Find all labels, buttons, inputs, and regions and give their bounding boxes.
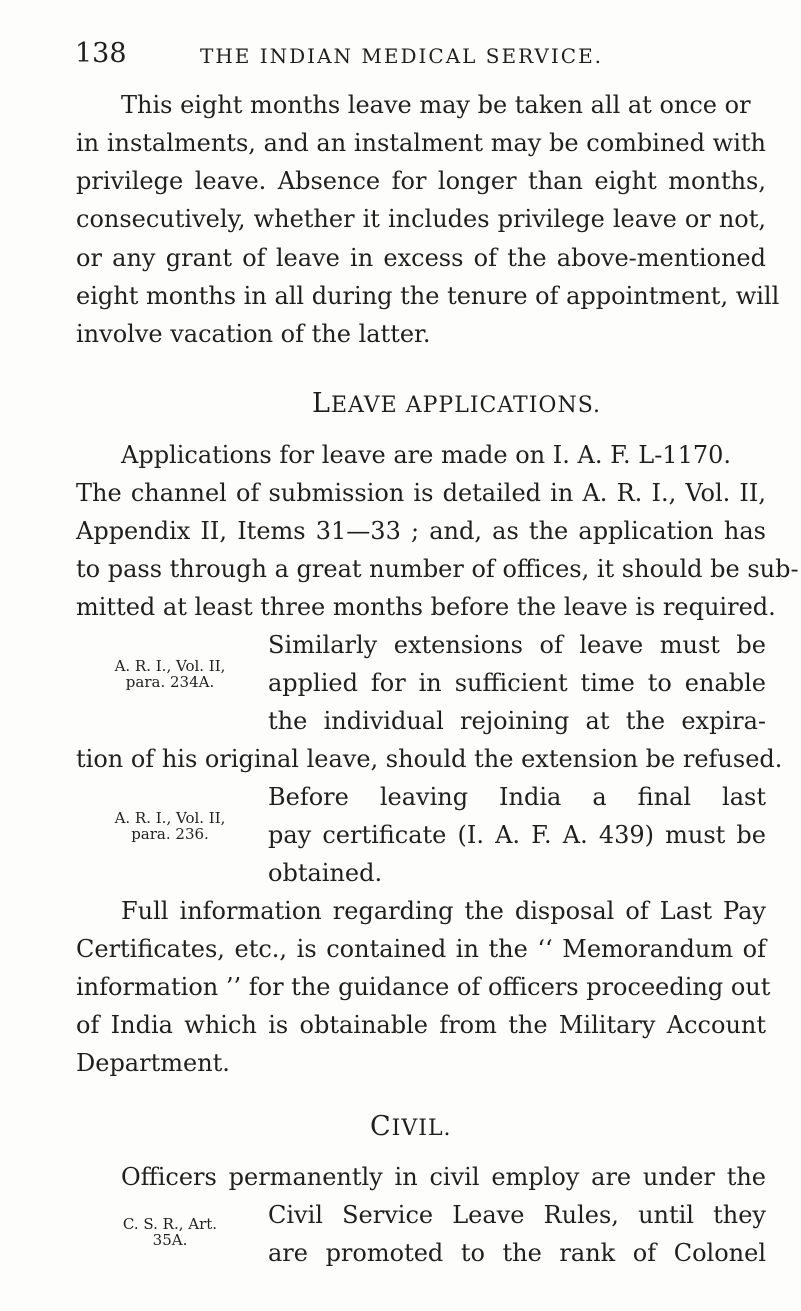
heading-initial: C [370, 1111, 392, 1142]
margin-note-line: C. S. R., Art. [122, 1215, 218, 1233]
paragraph-line: Full information regarding the disposal of Last Pay [121, 897, 766, 925]
paragraph-1-line: privilege leave. Absence for longer than eight months, [76, 167, 766, 195]
paragraph-line: are promoted to the rank of Colonel [268, 1239, 766, 1267]
paragraph-1-line: involve vacation of the latter. [76, 320, 431, 348]
page-header [75, 38, 765, 74]
paragraph-1-line: consecutively, whether it includes privilege leave or not, [76, 205, 766, 233]
paragraph-line: Certificates, etc., is contained in the ‘‘ Memorandum of [76, 935, 766, 963]
margin-note-line: A. R. I., Vol. II, [114, 809, 226, 827]
margin-note-line: para. 236. [131, 825, 209, 843]
paragraph-line: information ’’ for the guidance of officers proceeding out [76, 973, 771, 1001]
heading-initial: L [312, 388, 331, 419]
paragraph-1-line: or any grant of leave in excess of the above-mentioned [76, 244, 766, 272]
paragraph-line: to pass through a great number of offices, it should be sub- [76, 555, 799, 583]
paragraph-line: mitted at least three months before the leave is required. [76, 593, 776, 621]
paragraph-line: The channel of submission is detailed in A. R. I., Vol. II, [76, 479, 766, 507]
paragraph-line: Appendix II, Items 31—33 ; and, as the application has [76, 517, 766, 545]
paragraph-line: the individual rejoining at the expira- [268, 707, 766, 735]
paragraph-line: Department. [76, 1049, 230, 1077]
margin-note [76, 1216, 264, 1248]
margin-note-line: 35A. [152, 1231, 188, 1249]
paragraph-1-line: in instalments, and an instalment may be combined with [76, 129, 766, 157]
paragraph-line: Before leaving India a final last [268, 783, 766, 811]
paragraph-line: Applications for leave are made on I. A. F. L-1170. [121, 441, 732, 469]
paragraph-line: Officers permanently in civil employ are under the [121, 1163, 766, 1191]
margin-note-line: A. R. I., Vol. II, [114, 657, 226, 675]
paragraph-line: pay certificate (I. A. F. A. 439) must be [268, 821, 766, 849]
margin-note-line: para. 234A. [125, 673, 215, 691]
heading-rest: EAVE APPLICATIONS. [330, 393, 601, 418]
paragraph-line: obtained. [268, 859, 383, 887]
margin-note [76, 658, 264, 690]
paragraph-1-line: eight months in all during the tenure of appointment, will [76, 282, 780, 310]
paragraph-line: Similarly extensions of leave must be [268, 631, 766, 659]
section-heading-leave-applications [312, 388, 601, 419]
heading-rest: IVIL. [391, 1116, 452, 1141]
margin-note [76, 810, 264, 842]
paragraph-line: of India which is obtainable from the Military Account [76, 1011, 766, 1039]
paragraph-line: applied for in sufficient time to enable [268, 669, 766, 697]
paragraph-line: Civil Service Leave Rules, until they [268, 1201, 766, 1229]
page-number: 138 [75, 38, 127, 69]
section-heading-civil [370, 1111, 452, 1142]
paragraph-line: tion of his original leave, should the extension be refused. [76, 745, 783, 773]
paragraph-1-line: This eight months leave may be taken all at once or [121, 91, 751, 119]
running-title: THE INDIAN MEDICAL SERVICE. [200, 44, 604, 68]
